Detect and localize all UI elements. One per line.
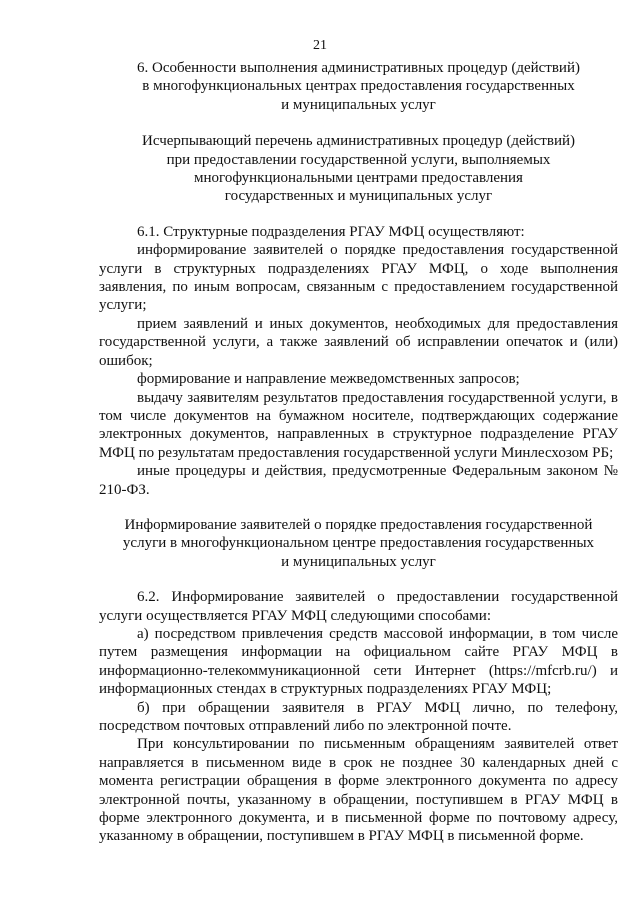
heading-line: в многофункциональных центрах предоставления государственных: [142, 78, 575, 95]
procedures-list-heading: [99, 132, 618, 206]
heading-line: многофункциональными центрами предоставления: [194, 170, 523, 187]
heading-line: услуги в многофункциональном центре предоставления государственных: [122, 535, 595, 552]
heading-line: и муниципальных услуг: [281, 96, 436, 113]
list-item-issuing-results: выдачу заявителям результатов предоставления государственной услуги, в том числе документов на бумажном носителе, подтверждающих содержание электронных документов, направленных в структурное подразделение РГАУ МФЦ по результатам предоставления государственной услуги Минлесхозом РБ;: [99, 389, 618, 461]
heading-line: и муниципальных услуг: [281, 553, 436, 570]
page-number: 21: [313, 38, 327, 53]
heading-line: Информирование заявителей о порядке предоставления государственной: [124, 516, 593, 533]
page-content: [99, 59, 618, 846]
heading-line: при предоставлении государственной услуги, выполняемых: [166, 151, 551, 168]
informing-heading: [99, 516, 618, 571]
list-item-interagency-requests: формирование и направление межведомственных запросов;: [137, 371, 520, 388]
list-item-other-procedures: иные процедуры и действия, предусмотренные Федеральным законом № 210-ФЗ.: [99, 463, 618, 498]
heading-line: 6. Особенности выполнения административных процедур (действий): [137, 60, 580, 76]
list-item-informing: информирование заявителей о порядке предоставления государственной услуги в структурных подразделениях РГАУ МФЦ, о ходе выполнения заявления, по иным вопросам, связанным с предоставлением государственной услуги;: [99, 242, 618, 314]
list-item-a-mass-media: а) посредством привлечения средств массовой информации, в том числе путем размещения информации на официальном сайте РГАУ МФЦ в информационно-телекоммуникационной сети Интернет (https://mfcrb.ru/) и информационных стендах в структурных подразделениях РГАУ МФЦ;: [99, 625, 618, 698]
paragraph-written-consultation: При консультировании по письменным обращениям заявителей ответ направляется в письменном виде в срок не позднее 30 календарных дней с момента регистрации обращения в форме электронного документа по адресу электронной почты, указанному в обращении, поступившем в РГАУ МФЦ в форме электронного документа, и в письменной форме по почтовому адресу, указанному в обращении, поступившем в РГАУ МФЦ в письменной форме.: [99, 736, 618, 845]
paragraph-6-2: 6.2. Информирование заявителей о предоставлении государственной услуги осуществляется РГАУ МФЦ следующими способами:: [99, 589, 618, 624]
section-6-heading: [99, 59, 618, 114]
list-item-b-personal-contact: б) при обращении заявителя в РГАУ МФЦ лично, по телефону, посредством почтовых отправлений либо по электронной почте.: [99, 699, 618, 734]
paragraph-6-1: 6.1. Структурные подразделения РГАУ МФЦ осуществляют:: [137, 223, 525, 240]
heading-line: Исчерпывающий перечень административных процедур (действий): [142, 133, 575, 150]
list-item-reception: прием заявлений и иных документов, необходимых для предоставления государственной услуги, а также заявлений об исправлении опечаток и (или) ошибок;: [99, 315, 618, 369]
heading-line: государственных и муниципальных услуг: [224, 188, 493, 205]
